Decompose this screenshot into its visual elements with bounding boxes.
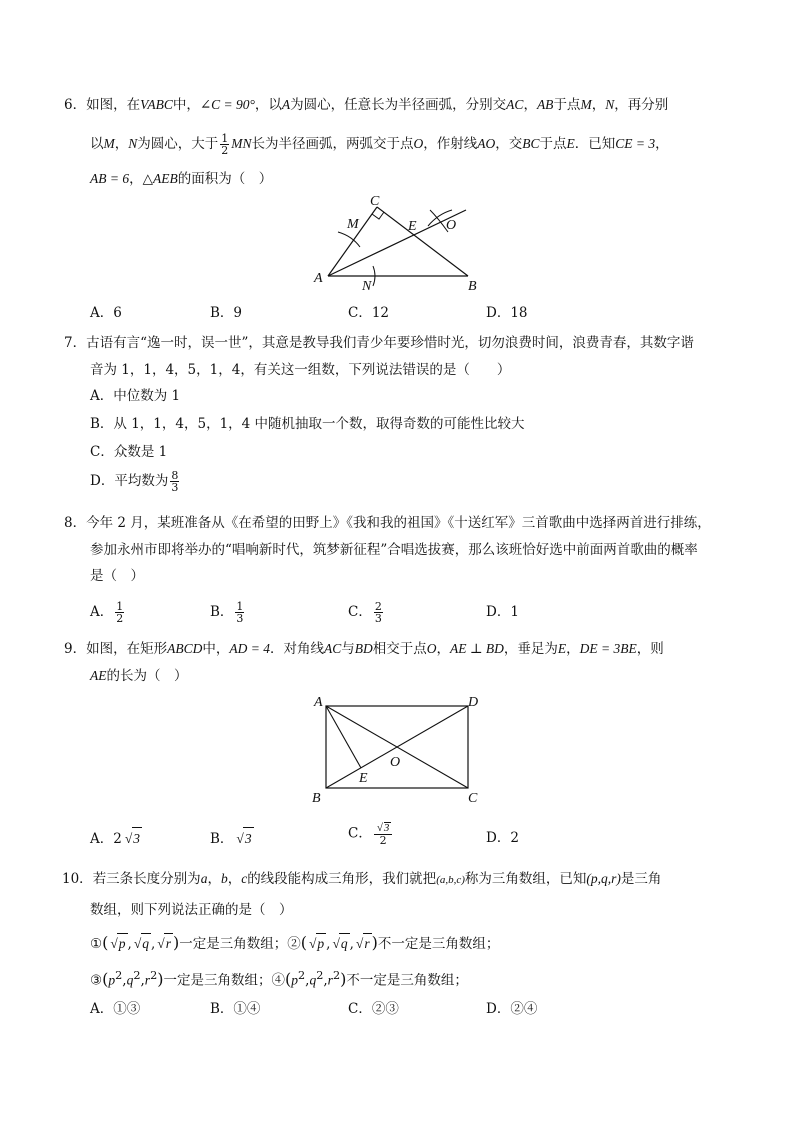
label-N: N	[362, 279, 372, 294]
q6-line1: 6．如图，在VABC中，∠C = 90°，以A为圆心，任意长为半径画弧，分别交AC，AB于点M，N，再分别	[64, 97, 669, 113]
label-B: B	[312, 791, 321, 806]
q7-option-b[interactable]: B．从 1，1，4，5，1，4 中随机抽取一个数，取得奇数的可能性比较大	[90, 416, 525, 432]
q10-statements-3-4: $③(p^2,q^2,r^2)$一定是三角数组；$④(p^2,q^2,r^2)$不一定是三角数组；	[90, 969, 468, 989]
sqrt-three-over-two: √ $\frac{3}{2}$	[374, 822, 393, 846]
q10-option-d[interactable]: D．②④	[486, 1001, 538, 1017]
q6-option-d[interactable]: D．18	[486, 305, 528, 321]
right-angle-mark	[372, 212, 384, 219]
one-third-fraction: $\frac{1}{3}$	[236, 600, 244, 625]
label-E: E	[408, 219, 417, 234]
arc-M	[338, 232, 360, 247]
label-B: B	[468, 279, 477, 294]
q6-option-a[interactable]: A．6	[90, 305, 122, 321]
q9-option-d[interactable]: D．2	[486, 830, 519, 846]
q8-line3: 是（ ）	[90, 568, 144, 584]
q10-option-c[interactable]: C．②③	[348, 1001, 399, 1017]
q8-line1: 8．今年 2 月，某班准备从《在希望的田野上》《我和我的祖国》《十送红军》三首歌曲中选择两首进行排练，	[64, 515, 711, 531]
q10-line1: 10．若三条长度分别为a，b，c的线段能构成三角形，我们就把(a,b,c)称为三角数组，已知(p,q,r)是三角	[62, 871, 662, 887]
q8-option-a[interactable]: A． $\frac{1}{2}$	[90, 600, 124, 625]
q6-option-b[interactable]: B．9	[210, 305, 243, 321]
q9-option-b[interactable]: B．√ 3	[210, 827, 254, 850]
q10-option-b[interactable]: B．①④	[210, 1001, 261, 1017]
q8-option-d[interactable]: D．1	[486, 604, 519, 620]
label-O: O	[446, 218, 457, 233]
label-M: M	[347, 217, 359, 232]
q8-option-c[interactable]: C． $\frac{2}{3}$	[348, 600, 382, 625]
q8-option-b[interactable]: B． $\frac{1}{3}$	[210, 600, 244, 625]
q6-line3: AB = 6，△AEB的面积为（ ）	[90, 171, 273, 187]
q6-line2: 以M，N为圆心，大于 $\frac{1}{2}$ MN长为半径画弧，两弧交于点O，作射线AO，交BC于点E．已知CE = 3，	[90, 132, 669, 157]
q9-line1: 9．如图，在矩形ABCD中，AD = 4．对角线AC与BD相交于点O，AE ⊥ BD，垂足为E，DE = 3BE，则	[64, 641, 664, 657]
q6-triangle-figure	[310, 192, 480, 294]
label-A: A	[314, 695, 323, 710]
q7-line2: 音为 1，1，4，5，1，4，有关这一组数，下列说法错误的是（ ）	[90, 362, 511, 378]
q6-option-c[interactable]: C．12	[348, 305, 390, 321]
q7-option-c[interactable]: C．众数是 1	[90, 444, 168, 460]
label-D: D	[468, 695, 479, 710]
label-A: A	[314, 271, 323, 286]
q10-option-a[interactable]: A．①③	[90, 1001, 141, 1017]
q9-option-c[interactable]: C． √ $\frac{3}{2}$	[348, 822, 394, 846]
q7-option-a[interactable]: A．中位数为 1	[90, 388, 181, 404]
eight-thirds-fraction: $\frac{8}{3}$	[171, 469, 179, 494]
label-O: O	[390, 755, 401, 770]
q8-line2: 参加永州市即将举办的“唱响新时代，筑梦新征程”合唱选拔赛，那么该班恰好选中前面两首歌曲的概率	[90, 542, 698, 558]
label-E: E	[359, 771, 368, 786]
q9-line2: AE的长为（ ）	[90, 668, 188, 684]
sqrt-three: √ 3	[243, 827, 253, 850]
two-thirds-fraction: $\frac{2}{3}$	[374, 600, 382, 625]
label-C: C	[468, 791, 478, 806]
q10-line2: 数组，则下列说法正确的是（ ）	[90, 902, 293, 918]
label-C: C	[370, 194, 380, 209]
q9-option-a[interactable]: A．2√ 3	[90, 827, 142, 850]
q10-statements-1-2: ①(√ p ,√ q ,√ r )一定是三角数组；②(√ p ,√ q ,√ r )不一定是三角数组；	[90, 933, 499, 954]
q7-line1: 7．古语有言“逸一时，误一世”，其意是教导我们青少年要珍惜时光，切勿浪费时间，浪费青春，其数字谐	[64, 335, 694, 351]
half-fraction: $\frac{1}{2}$	[221, 132, 229, 157]
segment-AE	[326, 706, 361, 768]
q7-option-d[interactable]: D．平均数为 $\frac{8}{3}$	[90, 469, 179, 494]
one-half-fraction: $\frac{1}{2}$	[116, 600, 124, 625]
q9-rectangle-figure	[308, 692, 488, 808]
sqrt-three: √ 3	[132, 827, 142, 850]
